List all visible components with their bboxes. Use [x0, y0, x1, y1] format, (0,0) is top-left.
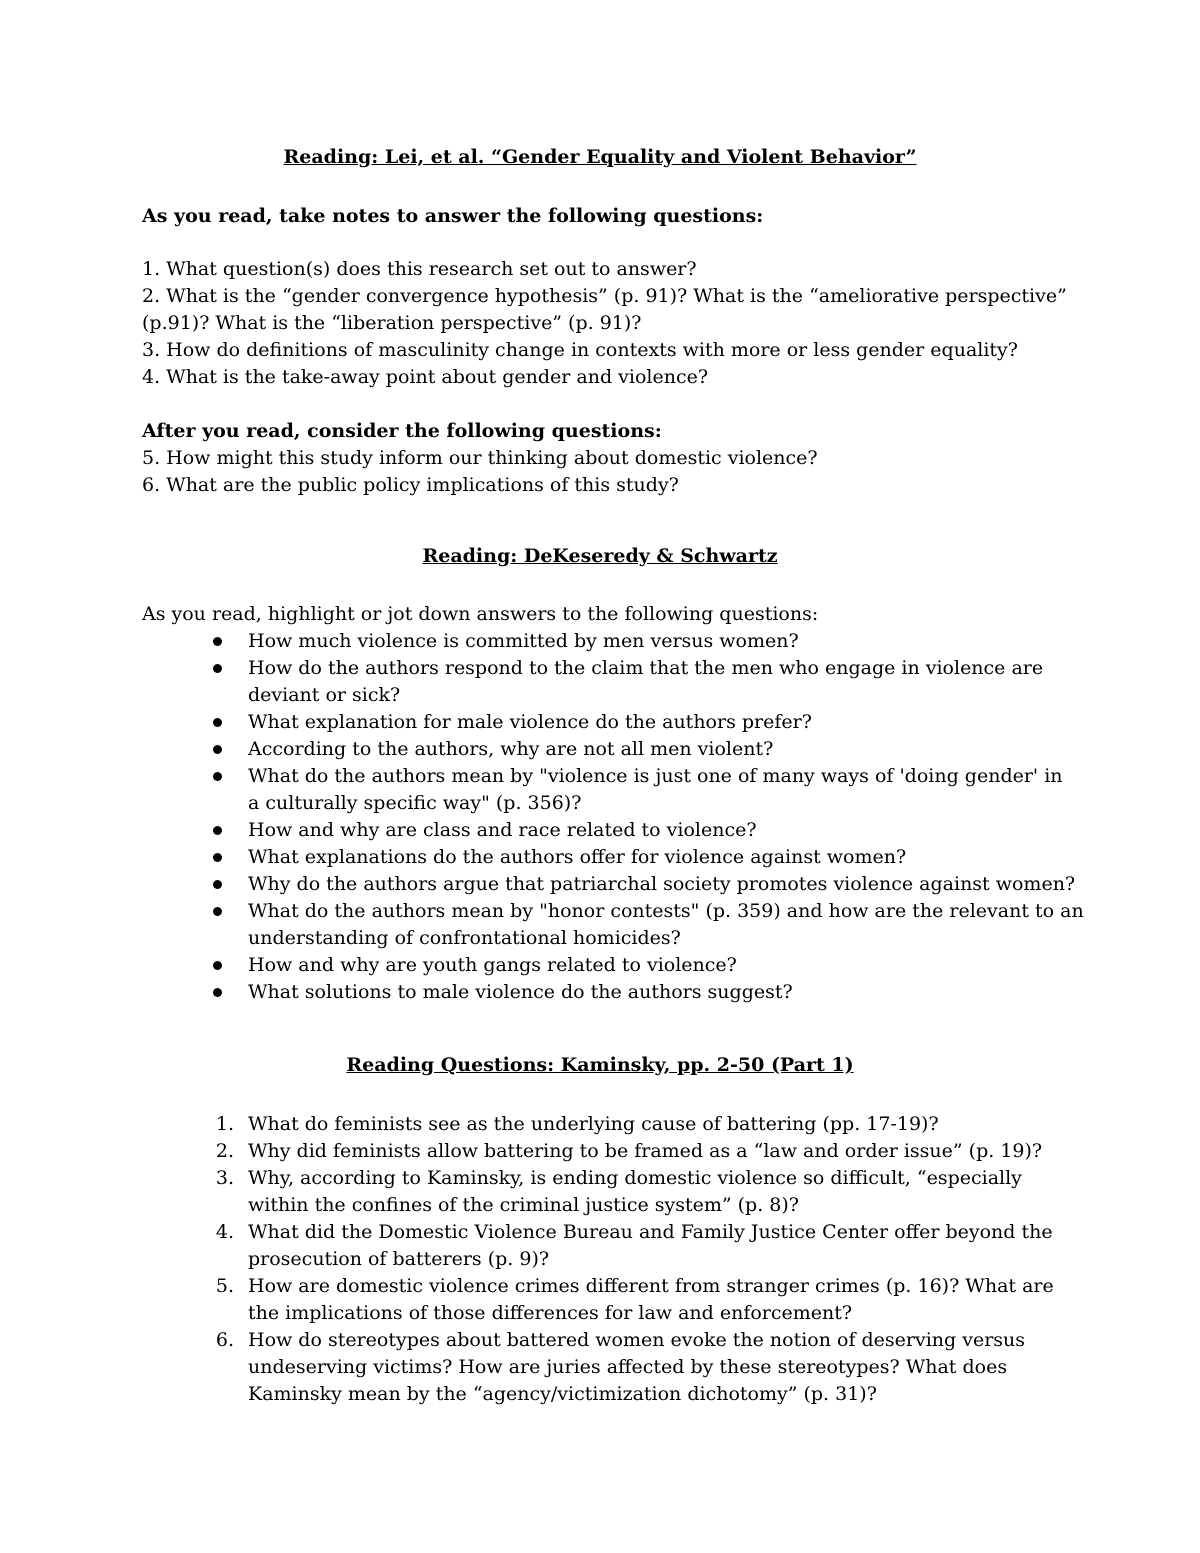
section1-title: Reading: Lei, et al. “Gender Equality and Violent Behavior”: [283, 146, 917, 168]
bullet-icon: [213, 988, 222, 997]
bullet-item-3-line-1: What explanation for male violence do the authors prefer?: [248, 711, 812, 733]
numbered-item-4-line-1: What did the Domestic Violence Bureau and Family Justice Center offer beyond the: [248, 1221, 1053, 1243]
bullet-icon: [213, 745, 222, 754]
question-5: 5. How might this study inform our thinking about domestic violence?: [142, 447, 818, 469]
list-number-4: 4.: [215, 1221, 234, 1243]
bullet-item-8-line-1: Why do the authors argue that patriarchal society promotes violence against women?: [248, 873, 1076, 895]
numbered-item-2-line-1: Why did feminists allow battering to be framed as a “law and order issue” (p. 19)?: [248, 1140, 1043, 1162]
list-number-5: 5.: [215, 1275, 234, 1297]
bullet-item-4-line-1: According to the authors, why are not all men violent?: [248, 738, 774, 760]
question-3: 3. How do definitions of masculinity change in contexts with more or less gender equality?: [142, 339, 1018, 361]
bullet-item-2-line-1: How do the authors respond to the claim that the men who engage in violence are: [248, 657, 1044, 679]
numbered-item-3-line-1: Why, according to Kaminsky, is ending domestic violence so difficult, “especially: [248, 1167, 1022, 1189]
list-number-3: 3.: [215, 1167, 234, 1189]
question-2-line-2: (p.91)? What is the “liberation perspective” (p. 91)?: [142, 312, 642, 334]
bullet-item-9-line-2: understanding of confrontational homicides?: [248, 927, 681, 949]
numbered-item-4-line-2: prosecution of batterers (p. 9)?: [248, 1248, 550, 1270]
bullet-icon: [213, 718, 222, 727]
numbered-item-3-line-2: within the confines of the criminal justice system” (p. 8)?: [248, 1194, 799, 1216]
numbered-item-6-line-1: How do stereotypes about battered women evoke the notion of deserving versus: [248, 1329, 1026, 1351]
bullet-item-10-line-1: How and why are youth gangs related to violence?: [248, 954, 737, 976]
bullet-item-6-line-1: How and why are class and race related to violence?: [248, 819, 757, 841]
bullet-icon: [213, 772, 222, 781]
numbered-item-5-line-2: the implications of those differences for law and enforcement?: [248, 1302, 853, 1324]
list-number-6: 6.: [215, 1329, 234, 1351]
bullet-item-2-line-2: deviant or sick?: [248, 684, 401, 706]
numbered-item-6-line-3: Kaminsky mean by the “agency/victimization dichotomy” (p. 31)?: [248, 1383, 877, 1405]
question-1: 1. What question(s) does this research set out to answer?: [142, 258, 697, 280]
bullet-item-9-line-1: What do the authors mean by "honor contests" (p. 359) and how are the relevant to an: [248, 900, 1084, 922]
bullet-item-1-line-1: How much violence is committed by men versus women?: [248, 630, 799, 652]
bullet-icon: [213, 880, 222, 889]
bullet-icon: [213, 853, 222, 862]
bullet-item-5-line-2: a culturally specific way" (p. 356)?: [248, 792, 582, 814]
bullet-item-7-line-1: What explanations do the authors offer for violence against women?: [248, 846, 907, 868]
bullet-icon: [213, 637, 222, 646]
question-4: 4. What is the take-away point about gender and violence?: [142, 366, 709, 388]
bullet-icon: [213, 907, 222, 916]
bullet-icon: [213, 664, 222, 673]
after-read-intro: After you read, consider the following questions:: [142, 420, 662, 442]
question-6: 6. What are the public policy implications of this study?: [142, 474, 679, 496]
bullet-icon: [213, 826, 222, 835]
section2-intro: As you read, highlight or jot down answers to the following questions:: [142, 603, 819, 625]
numbered-item-5-line-1: How are domestic violence crimes different from stranger crimes (p. 16)? What are: [248, 1275, 1054, 1297]
numbered-item-1-line-1: What do feminists see as the underlying cause of battering (pp. 17-19)?: [248, 1113, 939, 1135]
bullet-icon: [213, 961, 222, 970]
list-number-2: 2.: [215, 1140, 234, 1162]
numbered-item-6-line-2: undeserving victims? How are juries affected by these stereotypes? What does: [248, 1356, 1008, 1378]
bullet-item-5-line-1: What do the authors mean by "violence is just one of many ways of 'doing gender' in: [248, 765, 1063, 787]
bullet-item-11-line-1: What solutions to male violence do the authors suggest?: [248, 981, 793, 1003]
section2-title: Reading: DeKeseredy & Schwartz: [422, 545, 778, 567]
section1-intro: As you read, take notes to answer the following questions:: [142, 205, 764, 227]
question-2-line-1: 2. What is the “gender convergence hypothesis” (p. 91)? What is the “ameliorative perspective”: [142, 285, 1067, 307]
list-number-1: 1.: [215, 1113, 234, 1135]
section3-title: Reading Questions: Kaminsky, pp. 2-50 (Part 1): [346, 1054, 854, 1076]
